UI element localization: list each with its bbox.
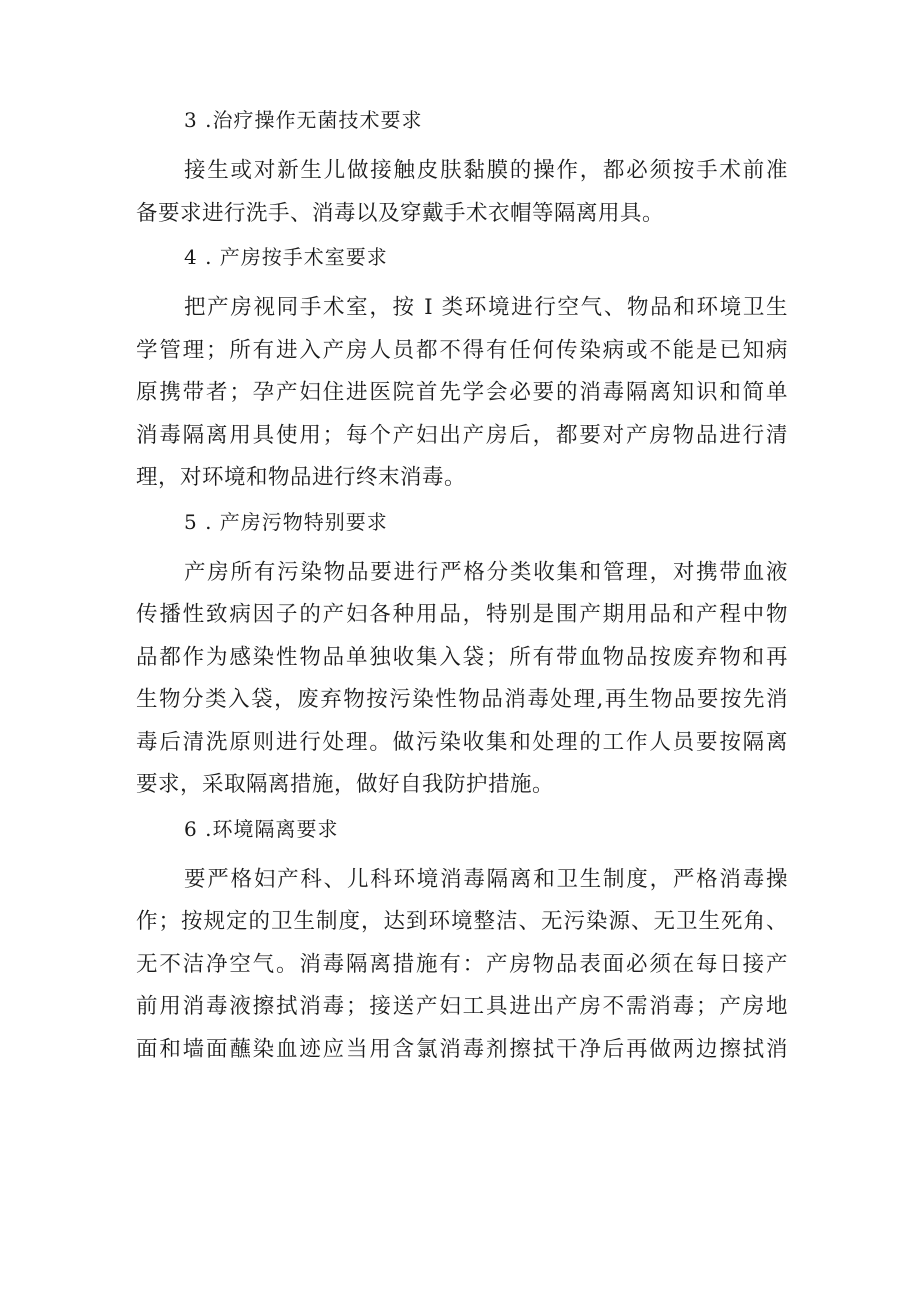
section-4: [136, 235, 788, 500]
paragraph-line: 传播性致病因子的产妇各种用品，特别是围产期用品和产程中物: [136, 602, 788, 627]
section-5-paragraph: [136, 552, 788, 807]
section-4-paragraph: [136, 287, 788, 500]
document-body: [136, 98, 788, 1071]
section-5-heading: 5 . 产房污物特别要求: [184, 509, 388, 534]
section-3-paragraph: [136, 150, 788, 235]
paragraph-line: 理，对环境和物品进行终末消毒。: [136, 465, 467, 490]
paragraph-line: 前用消毒液擦拭消毒；接送产妇工具进出产房不需消毒；产房地: [136, 994, 788, 1019]
section-6-paragraph: [136, 859, 788, 1072]
paragraph-line: 原携带者；孕产妇住进医院首先学会必要的消毒隔离知识和简单: [136, 380, 788, 405]
paragraph-line: 产房所有污染物品要进行严格分类收集和管理，对携带血液: [184, 559, 788, 585]
section-3: [136, 98, 788, 235]
paragraph-line: 接生或对新生儿做接触皮肤黏膜的操作，都必须按手术前准: [184, 158, 788, 183]
paragraph-line: 要严格妇产科、儿科环境消毒隔离和卫生制度，严格消毒操: [184, 866, 788, 892]
paragraph-line: 生物分类入袋，废弃物按污染性物品消毒处理,再生物品要按先消: [136, 687, 788, 712]
section-6: [136, 807, 788, 1072]
section-6-heading: 6 .环境隔离要求: [184, 816, 339, 841]
section-3-heading: 3 .治疗操作无菌技术要求: [184, 108, 423, 132]
section-5: [136, 500, 788, 807]
paragraph-line: 作；按规定的卫生制度，达到环境整洁、无污染源、无卫生死角、: [136, 909, 788, 934]
paragraph-line: 要求，采取隔离措施，做好自我防护措施。: [136, 772, 555, 797]
paragraph-line: 学管理；所有进入产房人员都不得有任何传染病或不能是已知病: [136, 337, 788, 363]
paragraph-line: 面和墙面蘸染血迹应当用含氯消毒剂擦拭干净后再做两边擦拭消: [136, 1036, 788, 1062]
paragraph-line: 消毒隔离用具使用；每个产妇出产房后，都要对产房物品进行清: [136, 422, 788, 448]
paragraph-line: 品都作为感染性物品单独收集入袋；所有带血物品按废弃物和再: [136, 644, 788, 670]
section-4-heading: 4 . 产房按手术室要求: [184, 245, 388, 269]
paragraph-line: 无不洁净空气。消毒隔离措施有：产房物品表面必须在每日接产: [136, 951, 788, 977]
paragraph-line: 备要求进行洗手、消毒以及穿戴手术衣帽等隔离用具。: [136, 200, 665, 226]
paragraph-line: 毒后清洗原则进行处理。做污染收集和处理的工作人员要按隔离: [136, 729, 788, 755]
paragraph-line: 把产房视同手术室，按 I 类环境进行空气、物品和环境卫生: [184, 295, 788, 320]
